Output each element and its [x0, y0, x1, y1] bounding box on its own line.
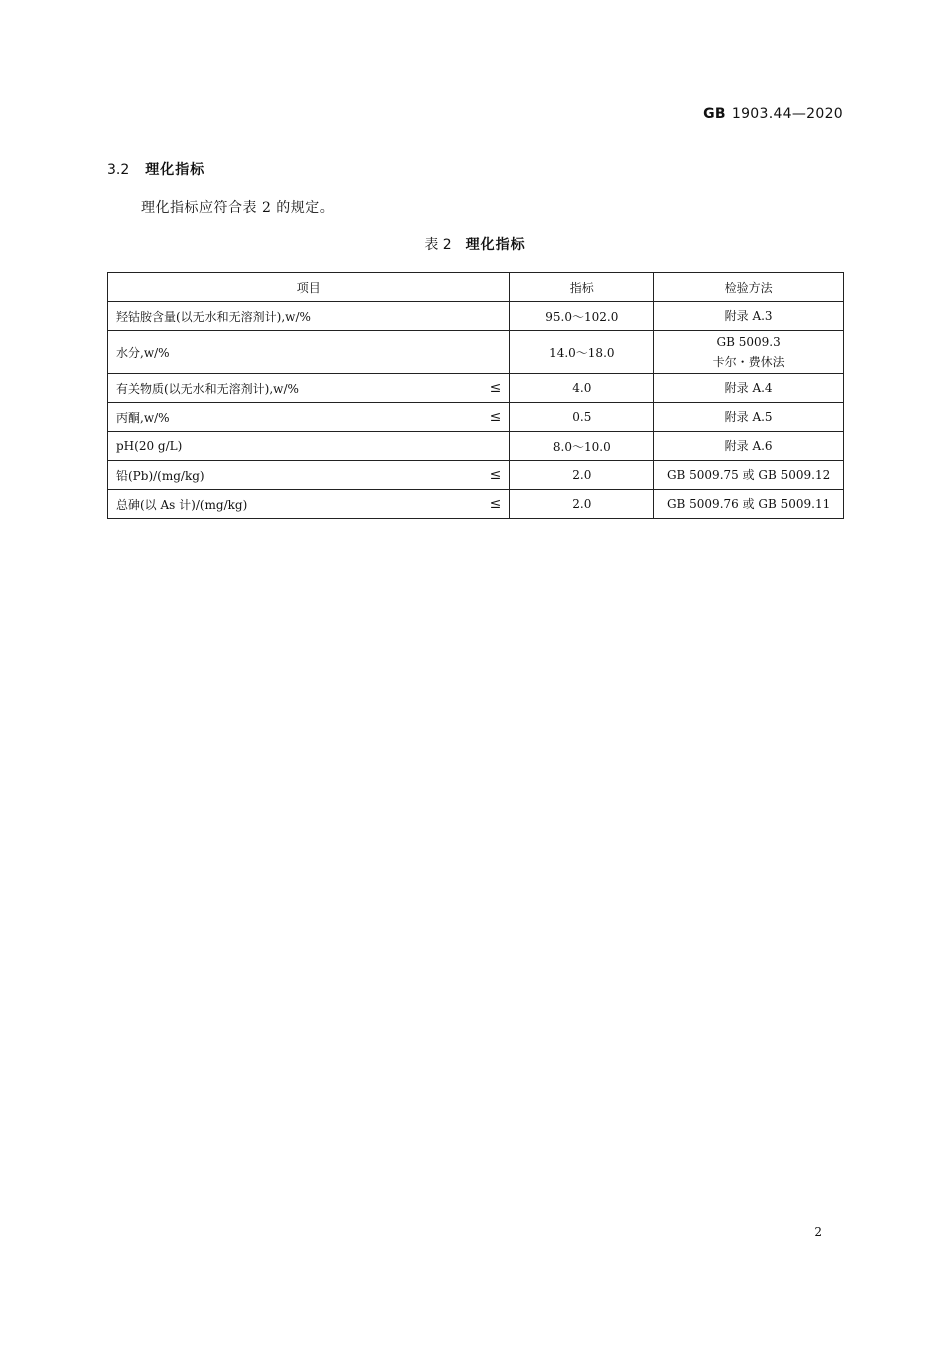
- row-method: [654, 302, 844, 331]
- row-index: 0.5: [510, 403, 654, 432]
- row-item: [108, 374, 510, 403]
- row-method: [654, 374, 844, 403]
- standard-number: 1903.44—2020: [731, 106, 843, 122]
- table-title: 理化指标: [465, 237, 526, 253]
- leq-sign: ≤: [489, 467, 502, 483]
- row-index: 14.0～18.0: [510, 331, 654, 374]
- row-item: [108, 302, 510, 331]
- row-method: [654, 432, 844, 461]
- table-row: [108, 331, 844, 374]
- spec-table: [107, 272, 844, 519]
- item-text: 有关物质(以无水和无溶剂计),w/%: [116, 381, 299, 396]
- section-title: 理化指标: [145, 162, 206, 178]
- row-index: 2.0: [510, 461, 654, 490]
- row-item: [108, 461, 510, 490]
- method-line: 卡尔・费休法: [712, 355, 785, 369]
- row-index: 95.0～102.0: [510, 302, 654, 331]
- section-heading: [107, 159, 205, 179]
- table-row: [108, 490, 844, 519]
- leq-sign: ≤: [489, 409, 502, 425]
- row-method: [654, 490, 844, 519]
- row-item: [108, 403, 510, 432]
- row-index: 8.0～10.0: [510, 432, 654, 461]
- page-number: 2: [814, 1225, 822, 1239]
- method-line: GB 5009.76 或 GB 5009.11: [666, 497, 831, 511]
- table-row: [108, 374, 844, 403]
- table-caption: [0, 234, 950, 254]
- method-line: GB 5009.75 或 GB 5009.12: [666, 468, 831, 482]
- row-item: [108, 490, 510, 519]
- table-row: [108, 432, 844, 461]
- leq-sign: ≤: [489, 496, 502, 512]
- item-text: 总砷(以 As 计)/(mg/kg): [116, 497, 248, 512]
- row-item: [108, 432, 510, 461]
- row-index: 2.0: [510, 490, 654, 519]
- header-index: 指标: [510, 273, 654, 302]
- item-text: 羟钴胺含量(以无水和无溶剂计),w/%: [116, 309, 311, 324]
- leq-sign: ≤: [489, 380, 502, 396]
- method-line: 附录 A.5: [724, 410, 773, 424]
- row-item: [108, 331, 510, 374]
- body-paragraph: 理化指标应符合表 2 的规定。: [141, 200, 335, 216]
- method-line: 附录 A.6: [724, 439, 773, 453]
- header-item: 项目: [108, 273, 510, 302]
- section-number: 3.2: [107, 162, 130, 178]
- method-line: 附录 A.4: [724, 381, 773, 395]
- method-line: 附录 A.3: [724, 309, 773, 323]
- method-line: GB 5009.3: [716, 335, 781, 349]
- table-row: [108, 461, 844, 490]
- table-row: [108, 403, 844, 432]
- row-index: 4.0: [510, 374, 654, 403]
- row-method: [654, 331, 844, 374]
- item-text: pH(20 g/L): [116, 439, 183, 453]
- row-method: [654, 403, 844, 432]
- item-text: 铅(Pb)/(mg/kg): [116, 468, 205, 483]
- item-text: 水分,w/%: [116, 345, 170, 360]
- table-header-row: [108, 273, 844, 302]
- header-method: 检验方法: [654, 273, 844, 302]
- standard-prefix: GB: [703, 106, 726, 122]
- table-row: [108, 302, 844, 331]
- standard-code: [703, 106, 843, 122]
- row-method: [654, 461, 844, 490]
- table-number: 表 2: [424, 237, 452, 253]
- item-text: 丙酮,w/%: [116, 410, 170, 425]
